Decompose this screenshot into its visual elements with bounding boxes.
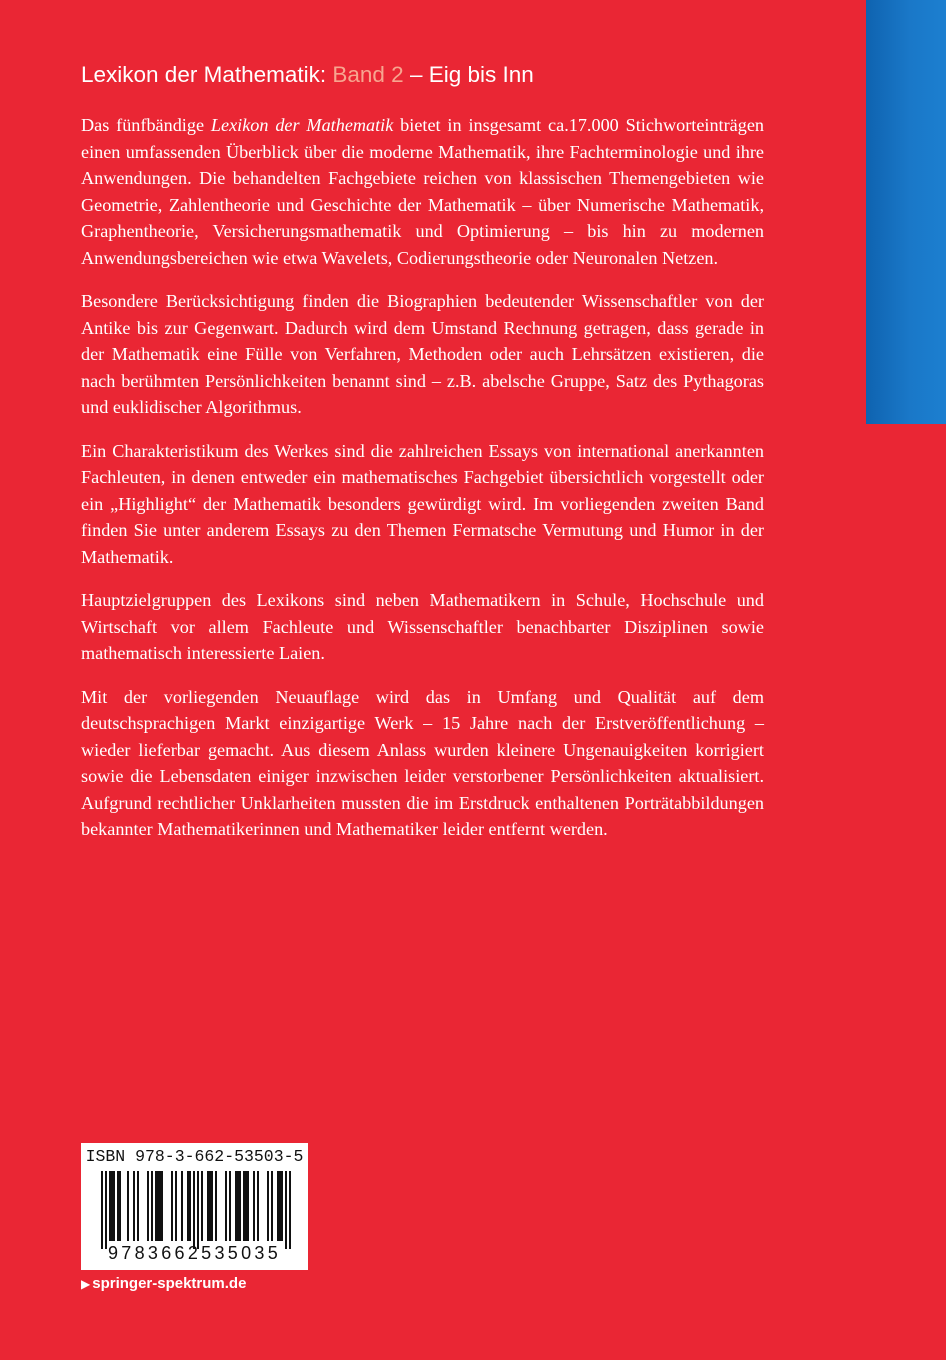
barcode-bar <box>101 1171 103 1249</box>
barcode-bar <box>133 1171 135 1241</box>
barcode-bar <box>127 1171 129 1241</box>
paragraph-4: Hauptzielgruppen des Lexikons sind neben Mathematikern in Schule, Hochschule und Wirtschaft vor allem Fachleute und Wissenschaftler benachbarter Disziplinen sowie mathematisch interessierte Laien. <box>81 590 764 663</box>
barcode-bar <box>159 1171 161 1241</box>
title-main: Lexikon der Mathematik: <box>81 62 333 87</box>
barcode-digits: 9783662535035 <box>107 1243 282 1263</box>
barcode-bar <box>157 1171 159 1241</box>
arrow-right-icon: ▶ <box>81 1277 91 1291</box>
barcode-bar <box>279 1171 281 1241</box>
barcode-bar <box>175 1171 177 1241</box>
barcode-bar <box>225 1171 227 1241</box>
isbn-label: ISBN 978-3-662-53503-5 <box>85 1147 304 1166</box>
barcode-bar <box>253 1171 255 1241</box>
blue-accent-bar <box>866 0 946 424</box>
barcode-bar <box>271 1171 273 1241</box>
website-label: springer-spektrum.de <box>92 1275 247 1292</box>
paragraph-1 <box>81 112 764 271</box>
barcode-bar <box>285 1171 287 1249</box>
barcode-bar <box>171 1171 173 1241</box>
barcode-bar <box>235 1171 237 1241</box>
barcode-bar <box>109 1171 111 1241</box>
barcode-bar <box>137 1171 139 1241</box>
blurb-text <box>81 112 764 860</box>
barcode-bar <box>245 1171 247 1241</box>
barcode-bar <box>201 1171 203 1241</box>
barcode-bar <box>187 1171 189 1241</box>
paragraph-3: Ein Charakteristikum des Werkes sind die zahlreichen Essays von international anerkannten Fachleuten, in denen entweder ein mathematisches Fachgebiet übersichtlich vorgestellt oder ein „Highlight“ der Mathematik besonders gewürdigt wird. Im vorliegenden zweiten Band finden Sie unter anderem Essays zu den Themen Fermatsche Vermutung und Humor in der Mathematik. <box>81 440 764 567</box>
paragraph-5: Mit der vorliegenden Neuauflage wird das in Umfang und Qualität auf dem deutschsprachigen Markt einzigartige Werk – 15 Jahre nach der Erstveröffentlichung – wieder lieferbar gemacht. Aus diesem Anlass wurden kleinere Ungenauigkeiten korrigiert sowie die Lebensdaten einiger inzwischen leider verstorbener Persönlichkeiten aktualisiert. Aufgrund rechtlicher Unklarheiten mussten die im Erstdruck enthaltenen Porträtabbildungen bekannter Mathematikerinnen und Mathematiker leider entfernt werden. <box>81 686 764 839</box>
barcode-bar <box>197 1171 199 1249</box>
barcode-bar <box>277 1171 279 1241</box>
barcode-bar <box>181 1171 183 1241</box>
barcode-bar <box>105 1171 107 1249</box>
barcode-bars <box>91 1171 298 1249</box>
title-rest: – Eig bis Inn <box>403 62 534 87</box>
barcode-bar <box>239 1171 241 1241</box>
isbn-barcode <box>81 1143 308 1270</box>
barcode-bar <box>211 1171 213 1241</box>
barcode-bar <box>229 1171 231 1241</box>
barcode-bar <box>247 1171 249 1241</box>
barcode-bar <box>161 1171 163 1241</box>
barcode-bar <box>193 1171 195 1249</box>
barcode-bar <box>281 1171 283 1241</box>
barcode-bar <box>117 1171 119 1241</box>
barcode-bar <box>147 1171 149 1241</box>
barcode-bar <box>155 1171 157 1241</box>
barcode-bar <box>189 1171 191 1241</box>
barcode-bar <box>113 1171 115 1241</box>
title-band: Band 2 <box>332 62 404 87</box>
paragraph-1-book-title: Lexikon der Mathematik <box>210 115 394 135</box>
barcode-bar <box>243 1171 245 1241</box>
publisher-website[interactable] <box>81 1275 246 1292</box>
barcode-bar <box>237 1171 239 1241</box>
barcode-bar <box>215 1171 217 1241</box>
barcode-bar <box>267 1171 269 1241</box>
paragraph-1-body: bietet in insgesamt ca.17.000 Stichworteinträgen einen umfassenden Überblick über die moderne Mathematik, ihre Fachterminologie und ihre Anwendungen. Die behandelten Fachgebiete reichen von klassischen Themengebieten wie Geometrie, Zahlentheorie und Geschichte der Mathematik – über Numerische Mathematik, Graphentheorie, Versicherungsmathematik und Optimierung – bis hin zu modernen Anwendungsbereichen wie etwa Wavelets, Codierungstheorie oder Neuronalen Netzen. <box>81 115 764 268</box>
paragraph-2: Besondere Berücksichtigung finden die Biographien bedeutender Wissenschaftler von der Antike bis zur Gegenwart. Dadurch wird dem Umstand Rechnung getragen, dass gerade in der Mathematik eine Fülle von Verfahren, Methoden oder auch Lehrsätzen existieren, die nach berühmten Persönlichkeiten benannt sind – z.B. abelsche Gruppe, Satz des Pythagoras und euklidischer Algorithmus. <box>81 291 764 417</box>
barcode-bar <box>151 1171 153 1241</box>
barcode-bar <box>207 1171 209 1241</box>
barcode-bar <box>289 1171 291 1249</box>
barcode-bar <box>209 1171 211 1241</box>
barcode-bar <box>119 1171 121 1241</box>
barcode-bar <box>257 1171 259 1241</box>
book-title <box>81 58 841 92</box>
paragraph-1-intro: Das fünfbändige <box>81 115 211 135</box>
barcode-bar <box>111 1171 113 1241</box>
